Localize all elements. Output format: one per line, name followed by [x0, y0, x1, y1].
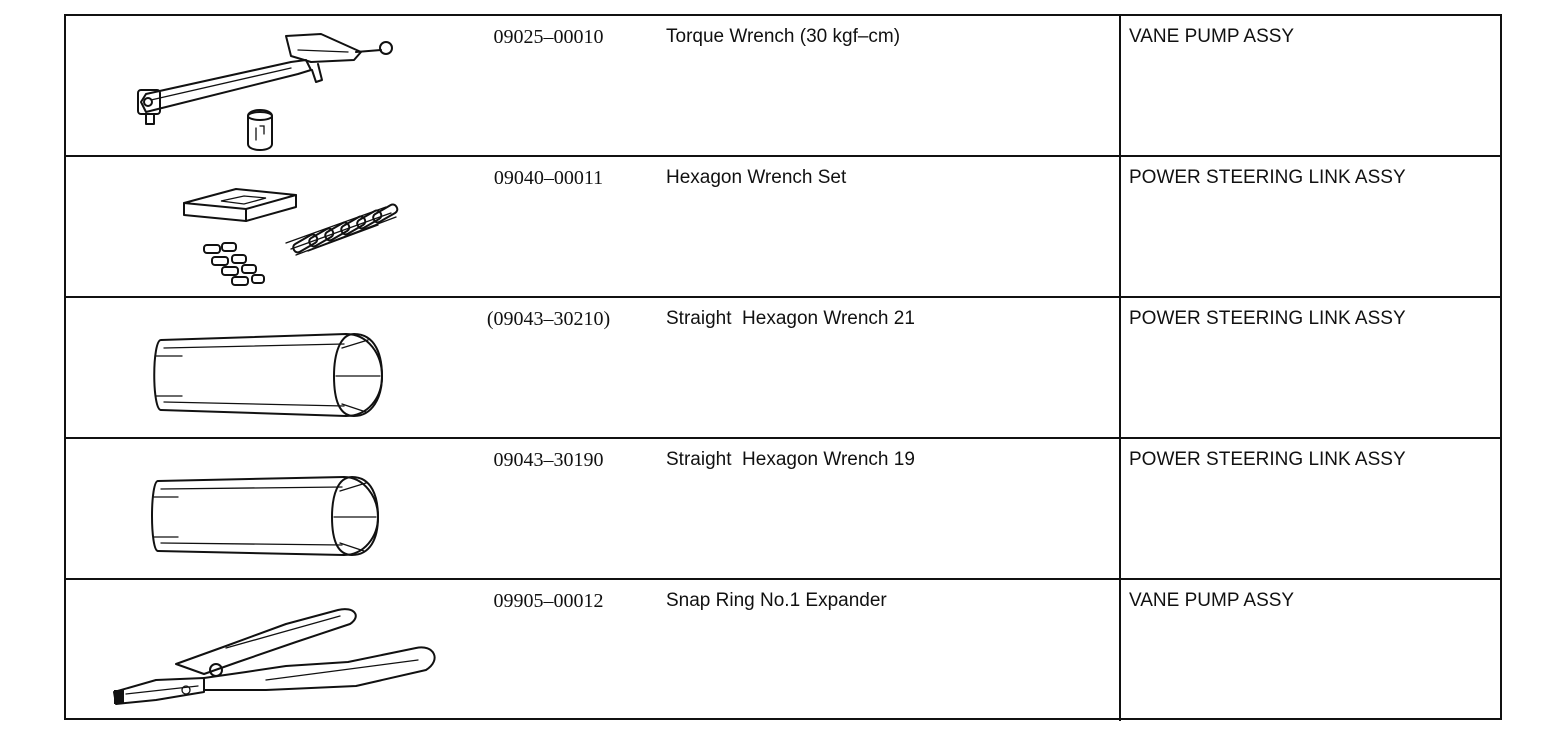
column-divider	[1119, 580, 1121, 721]
usage: VANE PUMP ASSY	[1129, 26, 1295, 47]
part-number: (09043–30210)	[486, 308, 611, 330]
table-row	[66, 16, 1500, 157]
part-number: 09025–00010	[493, 26, 604, 48]
hexagon-bit-icon	[86, 304, 486, 434]
special-tools-table	[64, 14, 1502, 720]
tool-name: Snap Ring No.1 Expander	[666, 590, 887, 611]
usage: POWER STEERING LINK ASSY	[1129, 449, 1406, 470]
column-divider	[1119, 157, 1121, 296]
table-row	[66, 298, 1500, 439]
usage: POWER STEERING LINK ASSY	[1129, 167, 1406, 188]
hexagon-bit-icon	[86, 445, 486, 575]
snap-ring-pliers-icon	[86, 586, 486, 716]
tool-name: Straight Hexagon Wrench 21	[666, 308, 915, 329]
hexagon-wrench-set-icon	[86, 163, 486, 293]
usage: POWER STEERING LINK ASSY	[1129, 308, 1406, 329]
column-divider	[1119, 298, 1121, 437]
part-number: 09905–00012	[493, 590, 604, 612]
table-row	[66, 439, 1500, 580]
tool-name: Hexagon Wrench Set	[666, 167, 847, 188]
part-number: 09040–00011	[493, 167, 604, 189]
torque-wrench-icon	[86, 22, 486, 152]
column-divider	[1119, 16, 1121, 155]
table-row	[66, 580, 1500, 721]
column-divider	[1119, 439, 1121, 578]
tool-name: Straight Hexagon Wrench 19	[666, 449, 915, 470]
part-number: 09043–30190	[493, 449, 604, 471]
table-row	[66, 157, 1500, 298]
tool-name: Torque Wrench (30 kgf–cm)	[666, 26, 901, 47]
usage: VANE PUMP ASSY	[1129, 590, 1295, 611]
